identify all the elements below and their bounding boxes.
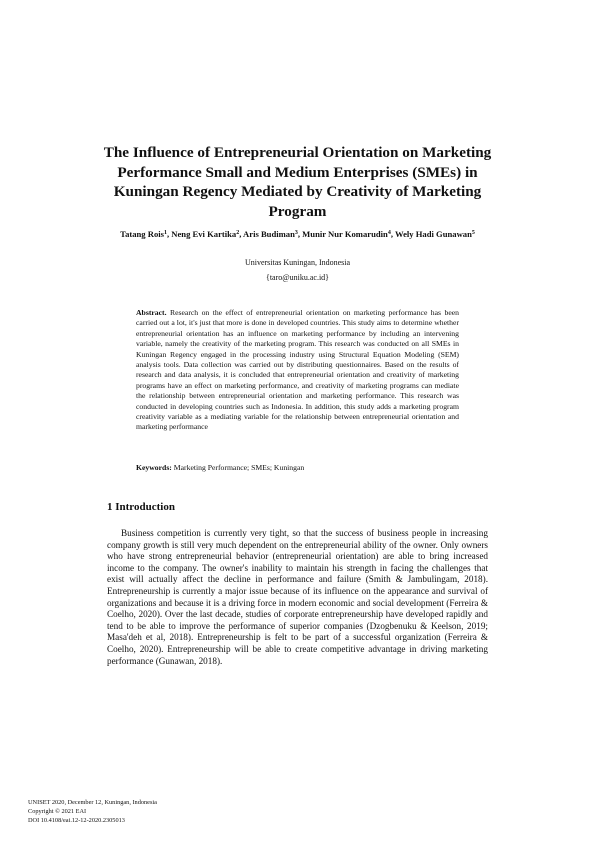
author-separator: ,: [239, 229, 244, 239]
author-affiliation-number: 5: [471, 230, 475, 236]
author-name: Wely Hadi Gunawan: [394, 229, 472, 239]
author-affiliation-number: 3: [294, 230, 298, 236]
author-email: {taro@uniku.ac.id}: [265, 273, 330, 282]
author-list: [110, 228, 485, 240]
footer-doi: DOI 10.4108/eai.12-12-2020.2305013: [28, 816, 125, 824]
author-name: Neng Evi Kartika: [171, 229, 237, 239]
page-footer: [28, 799, 328, 825]
author-name: Munir Nur Komarudin: [302, 229, 388, 239]
author-affiliation-number: 4: [387, 230, 391, 236]
author-separator: ,: [166, 229, 172, 239]
keywords: [136, 463, 459, 473]
author-affiliation-number: 2: [236, 230, 240, 236]
affiliation: Universitas Kuningan, Indonesia: [244, 258, 351, 267]
footer-copyright: Copyright © 2021 EAI: [28, 807, 87, 815]
abstract-text: Research on the effect of entrepreneurial orientation on marketing performance has been carried out a lot, it's just that more is done in developed countries. This study aims to determine whether entrepreneurial orientation has an influence on marketing performance by including an intervening variable, namely the creativity of the marketing program. This research was conducted on all SMEs in Kuningan Regency engaged in the processing industry using Structural Equation Modeling (SEM) analysis tools. Data collection was carried out by distributing questionnaires. Based on the results of research and data analysis, it is concluded that entrepreneurial orientation and creativity of marketing programs have an effect on marketing performance, and creativity of marketing programs can mediate the relationship between entrepreneurial orientation and marketing performance. This research was conducted in developing countries such as Indonesia. In addition, this study adds a marketing program creativity variable as a mediating variable for the relationship between entrepreneurial orientation and marketing performance: [136, 308, 459, 432]
author-separator: ,: [390, 229, 395, 239]
introduction-paragraph: Business competition is currently very tight, so that the success of business people in increasing company growth is still very much dependent on the entrepreneurial ability of the owner. Only owners who have strong entrepreneurial behavior (entrepreneurial orientation) are able to bring increased income to the company. The owner's inability to maintain his strength in facing the challenges that exist will actually affect the decline in performance and failure (Smith & Jambulingam, 2018). Entrepreneurship is currently a major issue because of its influence on the appearance and survival of organizations and because it is a driving force in modern economic and social development (Ferreira & Coelho, 2020). Over the last decade, studies of corporate entrepreneurship have developed rapidly and tend to be able to improve the performance of superior companies (Dzogbenuku & Keelson, 2019; Masa'deh et al, 2018). Entrepreneurship is felt to be part of a successful organization (Ferreira & Coelho, 2020). Entrepreneurship will be able to create competitive advantage in driving marketing performance (Gunawan, 2018).: [107, 528, 488, 666]
author-name: Tatang Rois: [120, 229, 164, 239]
keywords-text: Marketing Performance; SMEs; Kuningan: [173, 463, 305, 472]
section-heading-introduction: 1 Introduction: [107, 501, 175, 513]
author-name: Aris Budiman: [243, 229, 295, 239]
abstract-label: Abstract.: [136, 308, 167, 317]
keywords-label: Keywords:: [136, 463, 172, 472]
abstract: [136, 308, 459, 433]
author-affiliation-number: 1: [163, 230, 167, 236]
footer-conference: UNISET 2020, December 12, Kuningan, Indonesia: [28, 799, 157, 806]
paper-title: The Influence of Entrepreneurial Orientation on Marketing Performance Small and Medium Enterprises (SMEs) in Kuningan Regency Mediated by Creativity of Marketing Program: [103, 144, 492, 220]
author-separator: ,: [297, 229, 303, 239]
